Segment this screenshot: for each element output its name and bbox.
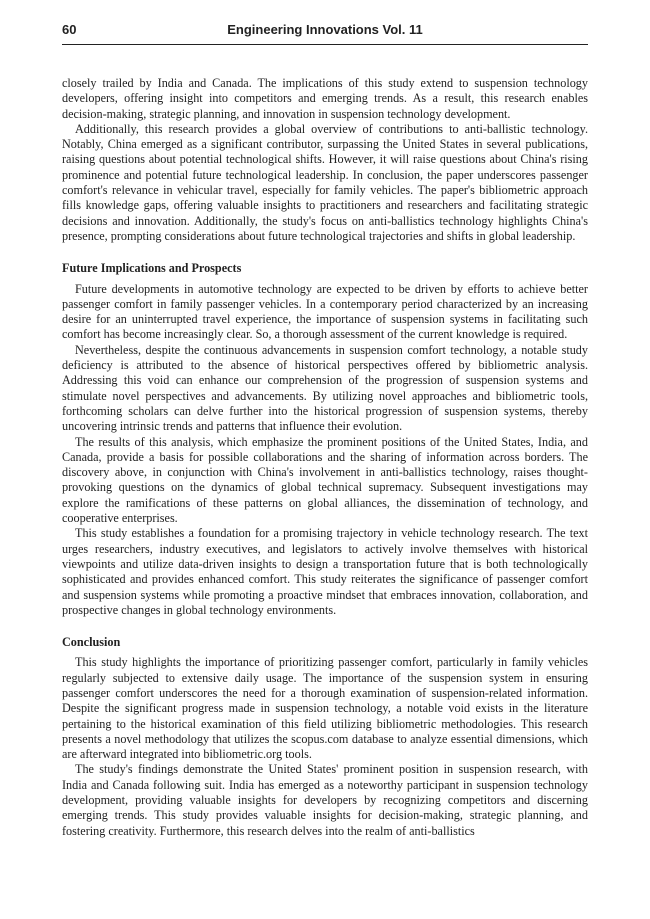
body-paragraph: This study establishes a foundation for a promising trajectory in vehicle technology research. The text urges researchers, industry executives, and legislators to actively involve themselves with historical viewpoints and utilize data-driven insights to design a transportation future that is both technologically sophisticated and provides enhanced comfort. This study reiterates the significance of passenger comfort and suspension systems while promoting a proactive mindset that embraces innovation, collaboration, and prospective changes in global technology environments. <box>62 526 588 617</box>
journal-title: Engineering Innovations Vol. 11 <box>227 22 423 37</box>
page-number: 60 <box>62 22 77 37</box>
body-paragraph: Future developments in automotive technology are expected to be driven by efforts to achieve better passenger comfort in family passenger vehicles. In a contemporary period characterized by an increasing desire for an uninterrupted travel experience, the importance of suspension systems in facilitating such comfort has become increasingly clear. So, a thorough assessment of the current knowledge is required. <box>62 281 588 342</box>
section-heading-future: Future Implications and Prospects <box>62 261 242 276</box>
body-paragraph: The results of this analysis, which emphasize the prominent positions of the United States, India, and Canada, provide a basis for possible collaborations and the sharing of information across borders. The discovery above, in conjunction with China's involvement in anti-ballistics technology, raises thought-provoking questions on the dynamics of global technical supremacy. Subsequent investigations may explore the ramifications of these patterns on global alliances, the dissemination of technology, and cooperative enterprises. <box>62 434 588 526</box>
body-paragraph: Nevertheless, despite the continuous advancements in suspension comfort technology, a notable study deficiency is attributed to the absence of historical perspectives offered by bibliometric analysis. Addressing this void can enhance our comprehension of the progression of suspension systems and stimulate novel perspectives and advancements. By utilizing novel approaches and bibliometric tools, forthcoming scholars can delve further into the historical progression of suspension systems, thereby uncovering intrinsic trends and patterns that influence their evolution. <box>62 342 588 434</box>
body-paragraph: closely trailed by India and Canada. The implications of this study extend to suspension technology developers, offering insight into competitors and emerging trends. As a result, this research enables decision-making, strategic planning, and innovation in suspension technology development. <box>62 76 588 121</box>
body-paragraph: This study highlights the importance of prioritizing passenger comfort, particularly in family vehicles regularly subjected to extensive daily usage. The importance of the suspension system in ensuring passenger comfort underscores the need for a thorough examination of suspension-related information. Despite the significant progress made in suspension technology, a notable void exists in the literature pertaining to the historical examination of this field utilizing bibliometric methodologies. This research presents a novel methodology that utilizes the scopus.com database to analyze essential dimensions, which are afterward integrated into bibliometric.org tools. <box>62 655 588 762</box>
body-paragraph: Additionally, this research provides a global overview of contributions to anti-ballistic technology. Notably, China emerged as a significant contributor, surpassing the United States in several publications, raising questions about potential technological shifts. However, it will raise questions about China's rising prominence and potential future technological leadership. In conclusion, the paper underscores passenger comfort's relevance in vehicular travel, especially for family vehicles. The paper's bibliometric approach fills knowledge gaps, offering valuable insights to practitioners and researchers and facilitating strategic decisions and innovation. Additionally, the study's focus on anti-ballistics technology highlights China's presence, prompting considerations about future technological trajectories and shifts in global leadership. <box>62 121 588 243</box>
article-body <box>62 76 588 839</box>
body-paragraph: The study's findings demonstrate the United States' prominent position in suspension research, with India and Canada following suit. India has emerged as a noteworthy participant in suspension technology development, providing valuable insights for developers by recognizing competitors and discerning emerging trends. This study provides valuable insights for decision-making, strategic planning, and fostering creativity. Furthermore, this research delves into the realm of anti-ballistics <box>62 762 588 838</box>
running-header <box>62 20 588 45</box>
section-heading-conclusion: Conclusion <box>62 635 121 650</box>
